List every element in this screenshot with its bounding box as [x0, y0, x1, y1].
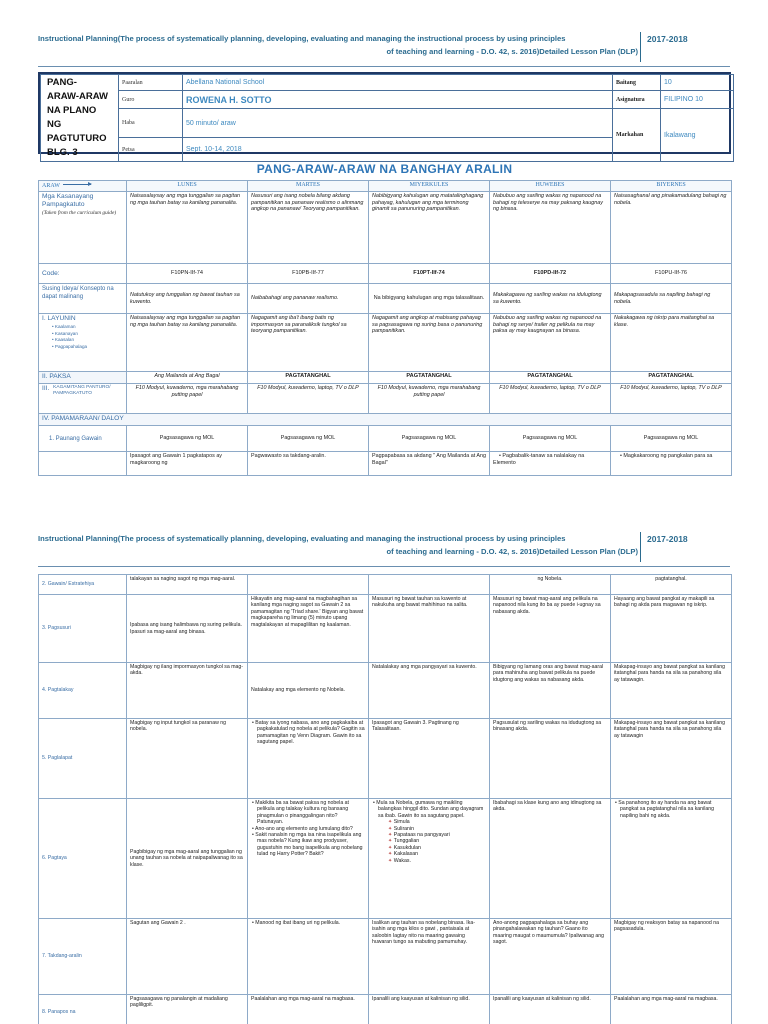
step-cell: Ibabahagi sa klase kung ano ang idinugtong sa akda. [490, 799, 611, 919]
kasanayan-cell: Naisasalaysay ang mga tunggalian sa pagitan ng mga tauhan batay sa kanilang pananalita. [127, 192, 248, 264]
kasanayan-row-label [39, 192, 127, 264]
paunang-gawain-cell: Pagsasagawa ng MOL [611, 426, 732, 452]
header-line-2: of teaching and learning - D.O. 42, s. 2016)Detailed Lesson Plan (DLP) [386, 547, 638, 556]
list-item: • Makikita ba sa bawat paksa ng nobela at pelikula ang talakay kultura ng bansang pinagmulan o pinanggalingan nito? Patunayan. [251, 800, 365, 826]
kagamitan-cell: F10 Modyul, kuwaderno, mga marahabang putting papel [127, 384, 248, 414]
header-rule [38, 566, 730, 567]
empty-cell [39, 452, 127, 476]
kagamitan-cell: F10 Modyul, kuwaderno, laptop, TV o DLP [611, 384, 732, 414]
markahan-value: Ikalawang [661, 109, 734, 162]
paunang-gawain-cell: Pagsasagawa ng MOL [127, 426, 248, 452]
haba-label: Haba [119, 109, 183, 138]
paaralan-value: Abellana National School [183, 75, 613, 91]
kasanayan-cell: Nabubuo ang sariling wakas ng napanood na bahagi ng teleserye na may paksang kaugnay ng binasa. [490, 192, 611, 264]
layunin-cell: Nagagamit ang angkop at mabisang pahayag sa pagsasagawa ng suring basa o panunuring pampanitikan. [369, 314, 490, 372]
paunang-gawain-cell: Pagsasagawa ng MOL [369, 426, 490, 452]
layunin-cell: Nakakagawa ng iskrip para maitanghal sa klase. [611, 314, 732, 372]
step-cell [369, 799, 490, 919]
right-arrow-icon [63, 184, 91, 185]
paksa-cell: Ang Mailanda at Ang Bagal [127, 372, 248, 384]
plan-title-line: NA PLANO [47, 105, 97, 116]
header-year: 2017-2018 [640, 32, 730, 62]
gawain-cell: Pagwawasto sa takdang-aralin. [248, 452, 369, 476]
paksa-cell: PAGTATANGHAL [490, 372, 611, 384]
step-cell: Makapag-insayo ang bawat pangkat sa kanilang itatanghal para handa na sila sa panahong sila ay tatawagin. [611, 663, 732, 719]
step-cell: Ipanalili ang kaayusan at kalinisan ng silid. [490, 995, 611, 1024]
list-item: • Mula sa Nobela, gumawa ng maikling balangkas hinggil dito. Sundan ang dayagram sa ibab. Gawin ito sa sagutang papel. [372, 800, 486, 819]
gawain-bullet: • Magkakaroong ng pangkalan para sa [620, 453, 712, 459]
step-list [372, 800, 486, 864]
petsa-label: Petsa [119, 138, 183, 162]
kasanayan-cell: Nabibigyang kahulugan ang matatalinghagang pahayag, kahulugan ang mga terminong ginamit sa panunuring pampanitikan. [369, 192, 490, 264]
lesson-plan-table-continued [38, 574, 731, 1024]
plan-title-line: ARAW-ARAW [47, 91, 109, 102]
list-item: • Batay sa iyong nabasa, ano ang pagkakaiba at pagkakatulad ng nobela at pelikula? Gagitin sa pamamagitan ng Venn Diagram. Gawin ito sa sagutang papel. [251, 720, 365, 746]
step-label: 6. Pagtaya [39, 799, 127, 919]
paksa-cell: PAGTATANGHAL [369, 372, 490, 384]
list-item: ✦ Suliranin [372, 826, 486, 832]
day-header: MIYERKULES [369, 181, 490, 192]
step-cell: Masusuri ng bawat tauhan sa kuwento at nakukuha ang bawat mahihinuo na salita. [369, 595, 490, 663]
paunang-gawain-cell: Pagsasagawa ng MOL [490, 426, 611, 452]
araw-label: ARAW [42, 183, 60, 189]
step-cell: Paalalahan ang mga mag-aaral na magbasa. [248, 995, 369, 1024]
step-cell: Ipasagot ang Gawain 3. Pagtinang ng Talasalitaan. [369, 719, 490, 799]
step-cell: Magbigay ng input tungkol sa paranaw ng nobela. [127, 719, 248, 799]
list-item: • Sa panahong ito ay handa na ang bawat pangkat sa pagtatanghal nila sa kanilang napiling bahi ng akda. [614, 800, 728, 819]
gawain-cell: Pagpapabasa sa akdang " Ang Mailanda at Ang Bagal" [369, 452, 490, 476]
layunin-cell: Naisasalaysay ang mga tunggalian sa pagitan ng mga tauhan batay sa kanilang pananalita. [127, 314, 248, 372]
step-cell [248, 719, 369, 799]
kasanayan-label: Mga Kasanayang Pampagkatuto [42, 193, 94, 208]
plan-title-line: PAGTUTURO [47, 133, 107, 144]
baitang-value: 10 [661, 75, 734, 91]
step-cell [369, 575, 490, 595]
step-cell: Sagutan ang Gawain 2 . [127, 919, 248, 995]
step-cell: pagtatanghal. [611, 575, 732, 595]
gawain-cell [611, 452, 732, 476]
markahan-label: Markahan [613, 109, 661, 162]
step-cell: Hayaang ang bawat pangkat ay makapili sa bahagi ng akda para magawan ng iskrip. [611, 595, 732, 663]
kasanayan-cell: Naisasaghanal ang pinakamadulang bahagi ng nobela. [611, 192, 732, 264]
plan-title [41, 75, 119, 162]
petsa-value: Sept. 10-14, 2018 [183, 138, 613, 162]
gawain-cell: Ipasagot ang Gawain 1 pagkatapos ay magkaroong ng [127, 452, 248, 476]
step-label: 2. Gawain/ Estratehiya [39, 575, 127, 595]
step-cell: Bibigyang ng lamang oras ang bawat mag-aaral para mahinuha ang bawat pelikula na puede idugtong ang wakas sa nabasang akda. [490, 663, 611, 719]
info-table [38, 72, 731, 158]
pamamaraan-row-label: IV. PAMAMARAAN/ DALOY [39, 414, 732, 426]
page-one [0, 0, 768, 492]
step-cell: Magbigay ng ilang impormasyon tungkol sa mag-akda. [127, 663, 248, 719]
layunin-sub-item: • Pagpapahalaga [52, 344, 123, 351]
code-cell: F10PD-IIf-72 [490, 264, 611, 284]
step-cell: Hikayatin ang mag-aaral na magbahagihan sa kanilang mga naging sagot sa Gawain 2 sa pamamagitan ng 'Triad share.' Bigyan ang bawat magkapareha ng limang (5) minuto upang magtalakayan at mapaglilitan ng kaalaman. [248, 595, 369, 663]
susing-row-label: Susing Ideya/ Konsepto na dapat malinang [39, 284, 127, 314]
lesson-plan-banner: PANG-ARAW-ARAW NA BANGHAY ARALIN [256, 162, 513, 176]
step-label: 3. Pagsusuri [39, 595, 127, 663]
layunin-sub-item: • Kasanayan [52, 331, 123, 338]
header-year: 2017-2018 [640, 532, 730, 562]
list-item: ✦ Simula [372, 819, 486, 825]
kagamitan-sublabel: KAGAMITANG PANTURO/ PAMPAGKATUTO [53, 385, 111, 396]
plan-title-line: BLG. 3 [47, 147, 78, 158]
code-cell: F10PU-IIf-76 [611, 264, 732, 284]
step-cell: Magbigay ng reaksyon batay sa napanood na pagsasadula. [611, 919, 732, 995]
page-gap [0, 492, 768, 522]
step-cell: Pagsasagawa ng panalangin at madaliang pagliligpit. [127, 995, 248, 1024]
step-cell: Ano-anong pagpapahalaga sa buhay ang pinangahalawakan ng tauhan? Gaano ito maaring maugat o maumumula? Ipaliwanag ang sagot. [490, 919, 611, 995]
step-cell: Masusuri ng bawat mag-aaral ang pelikula na napanood nila kung ito ba ay puede i-ugnay sa nabasang akda. [490, 595, 611, 663]
paksa-cell: PAGTATANGHAL [248, 372, 369, 384]
day-header: BIYERNES [611, 181, 732, 192]
step-cell: Makapag-insayo ang bawat pangkat sa kanilang itatanghal para handa na sila sa panahong sila ay tatawagin [611, 719, 732, 799]
susing-cell: Naibabahagi ang pananaw realismo. [248, 284, 369, 314]
kagamitan-row-label [39, 384, 127, 414]
step-cell [248, 575, 369, 595]
page-header [38, 32, 730, 70]
list-item: ✦ Tunggalian [372, 838, 486, 844]
step-label: 5. Paglalapat [39, 719, 127, 799]
step-cell: Pagsusulat ng sariling wakas na idudugtong sa binasang akda. [490, 719, 611, 799]
layunin-row-label [39, 314, 127, 372]
page-two [0, 522, 768, 1024]
code-cell: F10PN-IIf-74 [127, 264, 248, 284]
baitang-label: Baitang [613, 75, 661, 91]
list-item: ✦ Kasukdulan [372, 845, 486, 851]
step-cell: Pagbibigay ng mga mag-aaral ang tunggalian ng unang tauhan sa nobela at naipapaliwanag ito sa klase. [127, 799, 248, 919]
step-label: 7. Takdang-aralin [39, 919, 127, 995]
plan-title-line: NG [47, 119, 62, 130]
layunin-cell: Nabubuo ang sariling wakas ng napanood na bahagi ng serye/ trailer ng pelikula na may paksa ay may kaugnayan sa binasa. [490, 314, 611, 372]
step-cell: Isalikan ang tauhan sa nobelang binasa. Ika-isahin ang mga kilos o gawi , pantaisala at saloobin Iagtay nito na maaring gawaing huwaran tungo sa mabuting pamumuhay. [369, 919, 490, 995]
step-cell: Ipanalili ang kaayusan at kalinisan ng silid. [369, 995, 490, 1024]
code-cell: F10PB-IIf-77 [248, 264, 369, 284]
list-item: • Manood ng ibat ibang uri ng pelikula. [251, 920, 365, 926]
list-item: ✦ Kakalasan [372, 851, 486, 857]
step-cell: Natalakay ang mga elemento ng Nobela. [248, 663, 369, 719]
susing-cell: Makakagawa ng sariling wakas na idulugtong sa kuwento. [490, 284, 611, 314]
step-label: 4. Pagtalakay [39, 663, 127, 719]
day-header: MARTES [248, 181, 369, 192]
layunin-cell: Nagagamit ang iba't ibang batis ng impormasyon sa paranaliksik tungkol sa teoryang pampanitikan. [248, 314, 369, 372]
kasanayan-note: (Taken from the curriculum guide) [42, 210, 117, 216]
susing-cell: Makapagsasadula sa napiling bahagi ng nobela. [611, 284, 732, 314]
header-title [38, 32, 638, 58]
paunang-gawain-cell: Pagsasagawa ng MOL [248, 426, 369, 452]
asignatura-label: Asignatura [613, 91, 661, 109]
susing-cell: Na bibigyang kahulugan ang mga talasalitaan. [369, 284, 490, 314]
guro-label: Guro [119, 91, 183, 109]
step-cell: talakayan sa naging sagot ng mga mag-aaral. [127, 575, 248, 595]
araw-header [39, 181, 127, 192]
step-list [614, 800, 728, 819]
page-header [38, 532, 730, 570]
header-line-2: of teaching and learning - D.O. 42, s. 2016)Detailed Lesson Plan (DLP) [386, 47, 638, 56]
kasanayan-cell: Nasusuri ang isang nobela bilang akdang pampanitikan sa pananaw realismo o alinmang angkop na pananaw/ Teoryang pampanitikan. [248, 192, 369, 264]
header-title [38, 532, 638, 558]
paunang-gawain-label: 1. Paunang Gawain [39, 426, 127, 452]
susing-cell: Natutukoy ang tunggalian ng bawat tauhan sa kuwento. [127, 284, 248, 314]
step-cell [611, 799, 732, 919]
lesson-plan-table [38, 180, 731, 476]
list-item: • Ano-ano ang elemento ang lumulang dito? [251, 826, 365, 832]
asignatura-value: FILIPINO 10 [661, 91, 734, 109]
step-list [251, 920, 365, 926]
paaralan-label: Paaralan [119, 75, 183, 91]
haba-value: 50 minuto/ araw [183, 109, 613, 138]
header-rule [38, 66, 730, 67]
kagamitan-cell: F10 Modyul, kuwaderno, laptop, TV o DLP [248, 384, 369, 414]
paksa-row-label: II. PAKSA [39, 372, 127, 384]
guro-value: ROWENA H. SOTTO [183, 91, 613, 109]
step-label: 8. Panapos na [39, 995, 127, 1024]
step-cell: Natalalakay ang mga pangyayari sa kuwento. [369, 663, 490, 719]
paksa-cell: PAGTATANGHAL [611, 372, 732, 384]
kagamitan-cell: F10 Modyul, kuwaderno, mga marahabang putting papel [369, 384, 490, 414]
gawain-bullet: • Pagbabalik-tanaw sa nalalakay na Elemento [493, 453, 584, 466]
step-cell [248, 799, 369, 919]
day-header: LUNES [127, 181, 248, 192]
code-row-label: Code: [39, 264, 127, 284]
step-cell: Ipabasa ang isang halimbawa ng suring pelikula. Ipasuri sa mag-aaral ang binasa. [127, 595, 248, 663]
step-cell: ng Nobela. [490, 575, 611, 595]
list-item: ✦ Wakas. [372, 858, 486, 864]
layunin-sublist [52, 324, 123, 350]
list-item: ✦ Papataas na pangyayari [372, 832, 486, 838]
step-cell [248, 919, 369, 995]
step-cell: Paalalahan ang mga mag-aaral na magbasa. [611, 995, 732, 1024]
code-cell: F10PT-IIf-74 [369, 264, 490, 284]
kagamitan-cell: F10 Modyul, kuwaderno, laptop, TV o DLP [490, 384, 611, 414]
list-item: • Sakit nanalsin ng mga isa nina isapelikula ang mas nobela? Kung ikaw ang prodyuser, gugustuhin mo bang isapelikula ang nobelang tulad ng Harry Potter? Bakit? [251, 832, 365, 858]
plan-title-line: PANG- [47, 77, 77, 88]
layunin-sub-item: • Kaalaman [52, 324, 123, 331]
layunin-sub-item: • Kaasalan [52, 337, 123, 344]
kagamitan-label: III. [42, 385, 50, 392]
day-header: HUWEBES [490, 181, 611, 192]
step-list [251, 800, 365, 858]
header-line-1: Instructional Planning(The process of systematically planning, developing, evaluating and managing the instructional process by using principles [38, 34, 566, 43]
header-line-1: Instructional Planning(The process of systematically planning, developing, evaluating and managing the instructional process by using principles [38, 534, 566, 543]
gawain-cell [490, 452, 611, 476]
layunin-label: I. LAYUNIN [42, 315, 76, 322]
step-list [251, 720, 365, 746]
